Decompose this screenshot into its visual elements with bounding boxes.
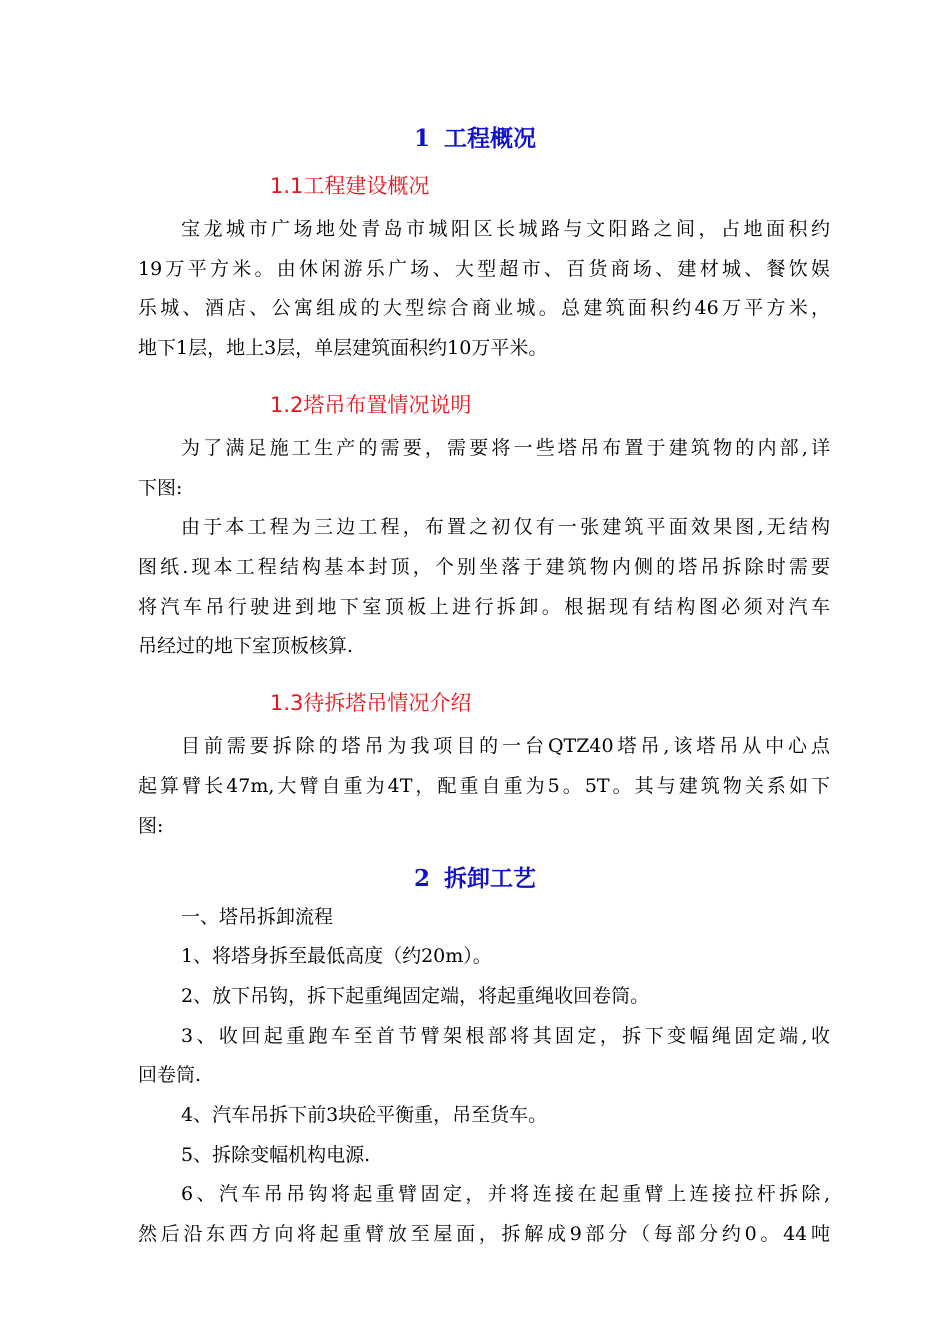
chapter-2-heading [0,864,950,894]
list-item: 4、汽车吊拆下前3块砼平衡重，吊至货车。 [181,1104,548,1126]
list-item: 3、收回起重跑车至首节臂架根部将其固定，拆下变幅绳固定端,收 [181,1025,830,1047]
paragraph-line: 乐城、酒店、公寓组成的大型综合商业城。总建筑面积约46万平方米， [138,297,830,319]
list-item: 1、将塔身拆至最低高度（约20m）。 [181,945,492,967]
list-item-continuation: 回卷筒. [138,1064,202,1086]
paragraph-line: 将汽车吊行驶进到地下室顶板上进行拆卸。根据现有结构图必须对汽车 [138,596,830,618]
chapter-1-heading [0,124,950,154]
paragraph-line: 为了满足施工生产的需要，需要将一些塔吊布置于建筑物的内部,详 [181,437,830,459]
chapter-title: 拆卸工艺 [444,865,536,892]
list-item: 5、拆除变幅机构电源. [181,1144,371,1166]
paragraph-line: 19万平方米。由休闲游乐广场、大型超市、百货商场、建材城、餐饮娱 [138,258,830,280]
paragraph-line: 吊经过的地下室顶板核算. [138,635,354,657]
paragraph-line: 下图: [138,477,183,499]
paragraph-line: 图纸.现本工程结构基本封顶，个别坐落于建筑物内侧的塔吊拆除时需要 [138,556,830,578]
paragraph-line: 起算臂长47m,大臂自重为4T，配重自重为5。5T。其与建筑物关系如下 [138,775,830,797]
chapter-title: 工程概况 [444,125,536,152]
chapter-number: 2 [413,865,430,892]
section-1-1-heading: 1.1工程建设概况 [270,174,430,198]
paragraph-line: 地下1层，地上3层，单层建筑面积约10万平米。 [138,337,548,359]
section-1-2-heading: 1.2塔吊布置情况说明 [270,393,472,417]
list-item: 6、汽车吊吊钩将起重臂固定，并将连接在起重臂上连接拉杆拆除, [181,1183,830,1205]
list-header: 一、塔吊拆卸流程 [181,906,334,928]
chapter-number: 1 [413,125,430,152]
paragraph-line: 图: [138,815,164,837]
paragraph-line: 由于本工程为三边工程，布置之初仅有一张建筑平面效果图,无结构 [181,516,830,538]
section-1-3-heading: 1.3待拆塔吊情况介绍 [270,691,472,715]
paragraph-line: 目前需要拆除的塔吊为我项目的一台QTZ40塔吊,该塔吊从中心点 [181,735,830,757]
paragraph-line: 宝龙城市广场地处青岛市城阳区长城路与文阳路之间，占地面积约 [181,218,830,240]
list-item-continuation: 然后沿东西方向将起重臂放至屋面，拆解成9部分（每部分约0。44吨 [138,1223,830,1245]
list-item: 2、放下吊钩，拆下起重绳固定端，将起重绳收回卷筒。 [181,985,650,1007]
